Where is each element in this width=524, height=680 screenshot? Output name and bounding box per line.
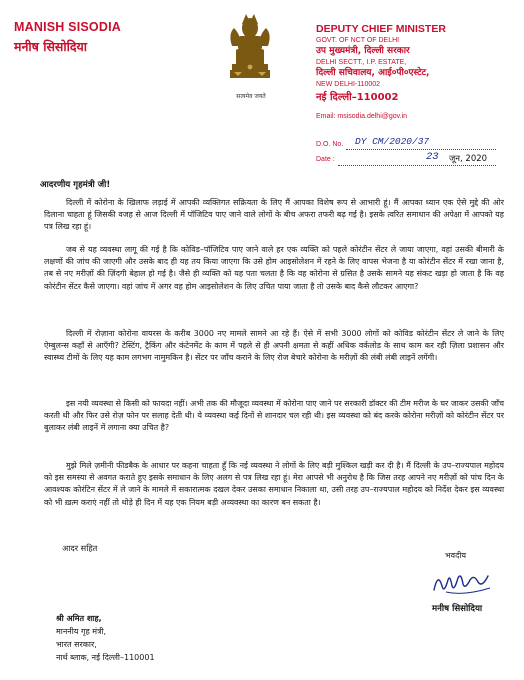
body-paragraph-1: दिल्ली में कोरोना के खिलाफ लड़ाई में आपकी व्यक्तिगत सक्रियता के लिए मैं आपका विशेष रूप से आभारी हूं। मैं आपका ध्यान एक ऐसे मुद्दे की ओर दिलाना चाहता हूं जिसकी वजह से आज दिल्ली में पॉजिटिव पाए जाने वाले लोगों के बीच अफरा तफरी बढ़ गई है। इसके त्वरित समाधान की अपेक्षा में आपको यह पत्र लिख रहा हूं। [44, 198, 504, 232]
national-emblem-icon [224, 12, 276, 90]
city-hindi: नई दिल्ली–110002 [316, 92, 399, 103]
closing-phrase: आदर सहित [62, 543, 98, 553]
minister-name-hindi: मनीष सिसोदिया [14, 39, 87, 54]
salutation: आदरणीय गृहमंत्री जी! [40, 180, 111, 190]
addressee-block [56, 612, 155, 664]
government-english: GOVT. OF NCT OF DELHI [316, 37, 400, 44]
body-paragraph-5: मुझे मिले ज़मीनी फीडबैक के आधार पर कहना चाहता हूँ कि नई व्यवस्था ने लोगों के लिए बड़ी मुश्किल खड़ी कर दी है। मैं दिल्ली के उप–राज्यपाल महोदय को इस समस्या से अवगत कराते हुए इसके समाधान के लिए अलग से पत्र लिख रहा हूं। मेरा आपसे भी अनुरोध है कि जिस तरह आपने नए मरीज़ों को पांच दिन के आवश्यक कोरंटिन सेंटर में ले जाने के मामले में सकारात्मक दखल देकर उसका समाधान निकाला था, उसी तरह उप–राज्यपाल महोदय को निर्देश देकर इस व्यवस्था को भी ख़त्म कराएं नहीं तो थोड़े ही दिन में यह एक नियम बड़ी अव्यवस्था का कारण बन सकता है। [44, 461, 504, 507]
government-hindi: उप मुख्यमंत्री, दिल्ली सरकार [316, 46, 410, 56]
do-number-label: D.O. No. [316, 141, 344, 148]
addressee-address: नार्थ ब्लाक, नई दिल्ली–110001 [56, 653, 155, 662]
date-day-handwritten: 23 [426, 151, 439, 163]
letterhead [0, 0, 524, 170]
valediction: भवदीय [445, 551, 467, 560]
do-number-handwritten: DY CM/2020/37 [355, 136, 430, 147]
addressee-name: श्री अमित शाह, [56, 614, 102, 623]
city-english: NEW DELHI-110002 [316, 81, 381, 88]
signer-name: मनीष सिसोदिया [432, 604, 483, 614]
do-number-line [346, 149, 496, 150]
date-label: Date : [316, 156, 335, 163]
handwritten-signature [428, 566, 498, 600]
designation: DEPUTY CHIEF MINISTER [316, 23, 446, 35]
date-month-year: जून, 2020 [449, 154, 488, 164]
body-paragraph-4: इस नयी व्यवस्था से किसी को फायदा नहीं। अभी तक की मौजूदा व्यवस्था में कोरोना पाए जाने पर सरकारी डॉक्टर की टीम मरीज के घर जाकर उसकी जाँच करती थी और फिर उसे रोज़ फोन पर सलाह देती थी। ये व्यवस्था कई दिनों से शानदार चल रही थी। इस व्यवस्था को बंद करके कोरोना मरीज़ों को कोरंटीन सेंटर पर बुलाकर लंबी लाइनें में लगाना क्या उचित है? [44, 399, 505, 433]
address-english: DELHI SECTT., I.P. ESTATE, [316, 59, 407, 66]
addressee-government: भारत सरकार, [56, 640, 97, 649]
body-paragraph-3: दिल्ली में रोज़ाना कोरोना वायरस के करीब 3000 नए मामले सामने आ रहे हैं। ऐसे में सभी 3000 लोगों को कोविड कोरंटीन सेंटर ले जाने के लिए ऐम्बुलन्स कहाँ से आएँगी? टेस्टिंग, ट्रैकिंग और कंटेनमेंट के काम में पहले से ही अपनी क्षमता से कहीं अधिक वर्कलोड के साथ काम कर रही ज़िला प्रशासन और स्वास्थ्य टीमों के लिए यह काम लगभग नामुमकिन है। सेंटर पर जाँच कराने के लिए रोज बेचारे कोरोना के मरीज़ों की लंबी लंबी लाइनें लगेंगी। [44, 329, 504, 363]
emblem-motto: सत्यमेव जयते [236, 93, 266, 100]
office-address-block [316, 24, 516, 122]
email-address: Email: msisodia.delhi@gov.in [316, 113, 408, 120]
minister-name-english: MANISH SISODIA [14, 20, 121, 34]
body-paragraph-2: जब से यह व्यवस्था लागू की गई है कि कोविड–पॉजिटिव पाए जाने वाले हर एक व्यक्ति को पहले कोरंटीन सेंटर ले जाया जाएगा, वहां उसकी बीमारी के लक्षणों की जांच की जाएगी और उसके बाद ही यह तय किया जाएगा कि उसे होम आइसोलेशन में रहने के लिए वापस भेजना है या कोरंटीन सेंटर में रखा जाना है, तब से नए मरीज़ों की ज़िंदगी बेहाल हो गई है। जैसे ही व्यक्ति को यह पता चलता है कि वह कोरोना से ग्रसित है उसके सामने यह संकट खड़ा हो जाता है कि वह कोरंटीन सेंटर कैसे जाएगा। वहां जांच में अगर वह होम आइसोलेशन के लिए उचित पाया जाता है तो उसके बाद कैसे लौटकर आएगा? [44, 245, 504, 291]
address-hindi: दिल्ली सचिवालय, आई०पी०एस्टेट, [316, 68, 430, 78]
addressee-title: माननीय गृह मंत्री, [56, 627, 107, 636]
date-line [338, 165, 496, 166]
